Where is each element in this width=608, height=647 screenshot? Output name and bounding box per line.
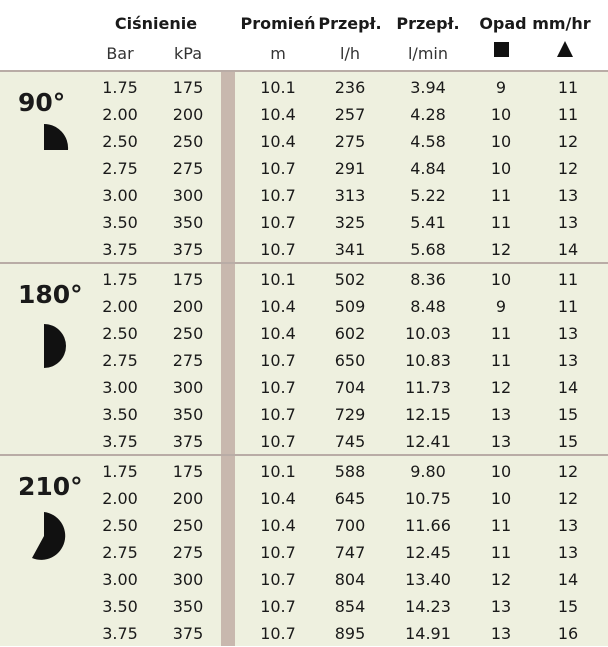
flow-lmin-cell: 9.80 bbox=[410, 462, 446, 481]
precip-triangle-cell: 16 bbox=[557, 624, 579, 643]
radius-m-cell: 10.7 bbox=[260, 432, 296, 451]
precip-triangle-cell: 13 bbox=[557, 516, 579, 535]
precip-square-cell: 12 bbox=[490, 240, 512, 259]
flow-lmin-cell: 4.58 bbox=[410, 132, 446, 151]
precip-triangle-cell: 15 bbox=[557, 597, 579, 616]
precip-square-cell: 11 bbox=[490, 516, 512, 535]
pressure-kpa-cell: 375 bbox=[172, 624, 204, 643]
flow-lh-cell: 236 bbox=[334, 78, 366, 97]
precip-triangle-cell: 12 bbox=[557, 159, 579, 178]
pressure-bar-cell: 3.50 bbox=[102, 213, 138, 232]
radius-m-cell: 10.1 bbox=[260, 78, 296, 97]
pressure-kpa-cell: 300 bbox=[172, 186, 204, 205]
flow-lmin-cell: 10.83 bbox=[405, 351, 451, 370]
table-header bbox=[0, 0, 608, 72]
table-row bbox=[0, 236, 608, 263]
pressure-kpa-cell: 350 bbox=[172, 213, 204, 232]
pressure-kpa-cell: 250 bbox=[172, 324, 204, 343]
table-row bbox=[0, 593, 608, 620]
flow-lmin-cell: 12.41 bbox=[405, 432, 451, 451]
flow-lh-cell: 729 bbox=[334, 405, 366, 424]
flow-title-lh: Przepł. bbox=[318, 14, 382, 33]
precip-triangle-cell: 13 bbox=[557, 351, 579, 370]
pressure-kpa-cell: 175 bbox=[172, 270, 204, 289]
pressure-kpa-cell: 175 bbox=[172, 78, 204, 97]
flow-lh-cell: 645 bbox=[334, 489, 366, 508]
precip-triangle-cell: 12 bbox=[557, 462, 579, 481]
precip-square-cell: 13 bbox=[490, 405, 512, 424]
table-row bbox=[0, 458, 608, 485]
pressure-kpa-cell: 375 bbox=[172, 240, 204, 259]
flow-title-lmin: Przepł. bbox=[396, 14, 460, 33]
table-row bbox=[0, 182, 608, 209]
precip-triangle-cell: 15 bbox=[557, 432, 579, 451]
radius-m-cell: 10.7 bbox=[260, 159, 296, 178]
pressure-kpa-cell: 350 bbox=[172, 597, 204, 616]
pressure-kpa-cell: 250 bbox=[172, 516, 204, 535]
table-row bbox=[0, 209, 608, 236]
flow-lmin-cell: 4.84 bbox=[410, 159, 446, 178]
table-row bbox=[0, 155, 608, 182]
table-row bbox=[0, 428, 608, 455]
precip-square-cell: 10 bbox=[490, 132, 512, 151]
pressure-bar-cell: 3.50 bbox=[102, 597, 138, 616]
flow-lmin-cell: 14.23 bbox=[405, 597, 451, 616]
flow-lmin-cell: 14.91 bbox=[405, 624, 451, 643]
flow-unit-lh: l/h bbox=[340, 44, 360, 63]
precip-square-cell: 11 bbox=[490, 351, 512, 370]
radius-m-cell: 10.7 bbox=[260, 213, 296, 232]
triangle-icon bbox=[557, 41, 573, 57]
flow-lmin-cell: 10.75 bbox=[405, 489, 451, 508]
table-row bbox=[0, 620, 608, 647]
precip-square-cell: 10 bbox=[490, 489, 512, 508]
flow-lh-cell: 588 bbox=[334, 462, 366, 481]
precip-triangle-cell: 14 bbox=[557, 240, 579, 259]
pressure-kpa-cell: 275 bbox=[172, 351, 204, 370]
precip-square-cell: 10 bbox=[490, 270, 512, 289]
pressure-kpa-cell: 200 bbox=[172, 489, 204, 508]
radius-m-cell: 10.4 bbox=[260, 105, 296, 124]
pressure-kpa-cell: 200 bbox=[172, 105, 204, 124]
precip-square-cell: 10 bbox=[490, 105, 512, 124]
flow-lmin-cell: 13.40 bbox=[405, 570, 451, 589]
flow-lh-cell: 257 bbox=[334, 105, 366, 124]
pressure-bar-cell: 2.75 bbox=[102, 351, 138, 370]
table-row bbox=[0, 374, 608, 401]
pressure-bar-cell: 2.00 bbox=[102, 297, 138, 316]
pressure-bar-cell: 3.75 bbox=[102, 240, 138, 259]
pressure-bar-cell: 2.00 bbox=[102, 105, 138, 124]
radius-m-cell: 10.7 bbox=[260, 351, 296, 370]
precip-square-cell: 13 bbox=[490, 432, 512, 451]
precip-triangle-cell: 11 bbox=[557, 270, 579, 289]
flow-lmin-cell: 11.73 bbox=[405, 378, 451, 397]
precip-triangle-cell: 13 bbox=[557, 186, 579, 205]
radius-m-cell: 10.7 bbox=[260, 378, 296, 397]
radius-m-cell: 10.7 bbox=[260, 405, 296, 424]
table-row bbox=[0, 485, 608, 512]
flow-lmin-cell: 5.22 bbox=[410, 186, 446, 205]
pressure-bar-cell: 3.75 bbox=[102, 432, 138, 451]
pressure-bar-cell: 2.75 bbox=[102, 543, 138, 562]
pressure-bar-cell: 1.75 bbox=[102, 270, 138, 289]
pressure-kpa-cell: 200 bbox=[172, 297, 204, 316]
table-row bbox=[0, 293, 608, 320]
pressure-bar-cell: 3.00 bbox=[102, 186, 138, 205]
precip-square-cell: 12 bbox=[490, 378, 512, 397]
radius-unit: m bbox=[270, 44, 286, 63]
table-row bbox=[0, 74, 608, 101]
flow-lh-cell: 313 bbox=[334, 186, 366, 205]
pressure-bar-cell: 2.00 bbox=[102, 489, 138, 508]
flow-lh-cell: 650 bbox=[334, 351, 366, 370]
flow-lh-cell: 275 bbox=[334, 132, 366, 151]
radius-m-cell: 10.1 bbox=[260, 462, 296, 481]
precip-title: Opad mm/hr bbox=[479, 14, 591, 33]
flow-lh-cell: 804 bbox=[334, 570, 366, 589]
radius-m-cell: 10.4 bbox=[260, 516, 296, 535]
flow-lh-cell: 509 bbox=[334, 297, 366, 316]
flow-lh-cell: 854 bbox=[334, 597, 366, 616]
pressure-bar-cell: 2.50 bbox=[102, 516, 138, 535]
pressure-kpa-cell: 250 bbox=[172, 132, 204, 151]
flow-lmin-cell: 12.15 bbox=[405, 405, 451, 424]
pressure-kpa-cell: 275 bbox=[172, 543, 204, 562]
flow-lmin-cell: 5.41 bbox=[410, 213, 446, 232]
flow-lh-cell: 895 bbox=[334, 624, 366, 643]
table-row bbox=[0, 401, 608, 428]
table-row bbox=[0, 347, 608, 374]
pressure-bar-cell: 3.50 bbox=[102, 405, 138, 424]
flow-lmin-cell: 8.48 bbox=[410, 297, 446, 316]
precip-triangle-cell: 14 bbox=[557, 378, 579, 397]
radius-m-cell: 10.7 bbox=[260, 570, 296, 589]
precip-triangle-cell: 11 bbox=[557, 105, 579, 124]
flow-lh-cell: 700 bbox=[334, 516, 366, 535]
table-row bbox=[0, 512, 608, 539]
pressure-kpa-cell: 350 bbox=[172, 405, 204, 424]
precip-square-cell: 13 bbox=[490, 597, 512, 616]
angle-label: 180° bbox=[18, 280, 83, 309]
radius-m-cell: 10.7 bbox=[260, 240, 296, 259]
flow-lmin-cell: 8.36 bbox=[410, 270, 446, 289]
precip-triangle-cell: 15 bbox=[557, 405, 579, 424]
radius-m-cell: 10.7 bbox=[260, 543, 296, 562]
precip-square-cell: 9 bbox=[495, 78, 507, 97]
flow-lmin-cell: 12.45 bbox=[405, 543, 451, 562]
angle-label: 210° bbox=[18, 472, 83, 501]
table-row bbox=[0, 566, 608, 593]
radius-m-cell: 10.7 bbox=[260, 186, 296, 205]
flow-lmin-cell: 10.03 bbox=[405, 324, 451, 343]
precip-square-cell: 11 bbox=[490, 213, 512, 232]
precip-triangle-cell: 12 bbox=[557, 489, 579, 508]
pressure-bar-cell: 2.50 bbox=[102, 324, 138, 343]
pressure-bar-cell: 3.00 bbox=[102, 378, 138, 397]
pressure-bar-cell: 1.75 bbox=[102, 462, 138, 481]
pressure-kpa-cell: 300 bbox=[172, 378, 204, 397]
precip-square-cell: 10 bbox=[490, 462, 512, 481]
precip-square-cell: 11 bbox=[490, 324, 512, 343]
flow-lh-cell: 747 bbox=[334, 543, 366, 562]
precip-square-cell: 11 bbox=[490, 543, 512, 562]
flow-lh-cell: 704 bbox=[334, 378, 366, 397]
precip-triangle-cell: 14 bbox=[557, 570, 579, 589]
table-row bbox=[0, 101, 608, 128]
pressure-bar-cell: 3.00 bbox=[102, 570, 138, 589]
precip-square-cell: 9 bbox=[495, 297, 507, 316]
precip-triangle-cell: 11 bbox=[557, 297, 579, 316]
pressure-bar-cell: 2.75 bbox=[102, 159, 138, 178]
radius-m-cell: 10.4 bbox=[260, 324, 296, 343]
radius-title: Promień bbox=[240, 14, 316, 33]
table-row bbox=[0, 320, 608, 347]
flow-lh-cell: 341 bbox=[334, 240, 366, 259]
unit-kpa: kPa bbox=[174, 44, 202, 63]
unit-bar: Bar bbox=[106, 44, 134, 63]
pressure-kpa-cell: 175 bbox=[172, 462, 204, 481]
precip-triangle-cell: 13 bbox=[557, 324, 579, 343]
flow-lmin-cell: 4.28 bbox=[410, 105, 446, 124]
flow-lh-cell: 502 bbox=[334, 270, 366, 289]
pressure-bar-cell: 2.50 bbox=[102, 132, 138, 151]
table-row bbox=[0, 128, 608, 155]
pressure-bar-cell: 3.75 bbox=[102, 624, 138, 643]
precip-triangle-cell: 12 bbox=[557, 132, 579, 151]
flow-lmin-cell: 11.66 bbox=[405, 516, 451, 535]
flow-lmin-cell: 5.68 bbox=[410, 240, 446, 259]
precip-triangle-cell: 13 bbox=[557, 543, 579, 562]
flow-unit-lmin: l/min bbox=[407, 44, 448, 63]
flow-lh-cell: 291 bbox=[334, 159, 366, 178]
precip-square-cell: 11 bbox=[490, 186, 512, 205]
precip-triangle-cell: 11 bbox=[557, 78, 579, 97]
precip-square-cell: 10 bbox=[490, 159, 512, 178]
precip-triangle-cell: 13 bbox=[557, 213, 579, 232]
square-icon bbox=[494, 42, 509, 57]
radius-m-cell: 10.1 bbox=[260, 270, 296, 289]
table-row bbox=[0, 266, 608, 293]
radius-m-cell: 10.4 bbox=[260, 489, 296, 508]
pressure-kpa-cell: 300 bbox=[172, 570, 204, 589]
pressure-title: Ciśnienie bbox=[114, 14, 198, 33]
flow-lh-cell: 745 bbox=[334, 432, 366, 451]
radius-m-cell: 10.4 bbox=[260, 297, 296, 316]
table-row bbox=[0, 539, 608, 566]
angle-label: 90° bbox=[18, 88, 66, 117]
pressure-bar-cell: 1.75 bbox=[102, 78, 138, 97]
radius-m-cell: 10.4 bbox=[260, 132, 296, 151]
flow-lh-cell: 325 bbox=[334, 213, 366, 232]
precip-square-cell: 13 bbox=[490, 624, 512, 643]
flow-lmin-cell: 3.94 bbox=[410, 78, 446, 97]
pressure-kpa-cell: 275 bbox=[172, 159, 204, 178]
precip-square-cell: 12 bbox=[490, 570, 512, 589]
radius-m-cell: 10.7 bbox=[260, 624, 296, 643]
flow-lh-cell: 602 bbox=[334, 324, 366, 343]
radius-m-cell: 10.7 bbox=[260, 597, 296, 616]
pressure-kpa-cell: 375 bbox=[172, 432, 204, 451]
